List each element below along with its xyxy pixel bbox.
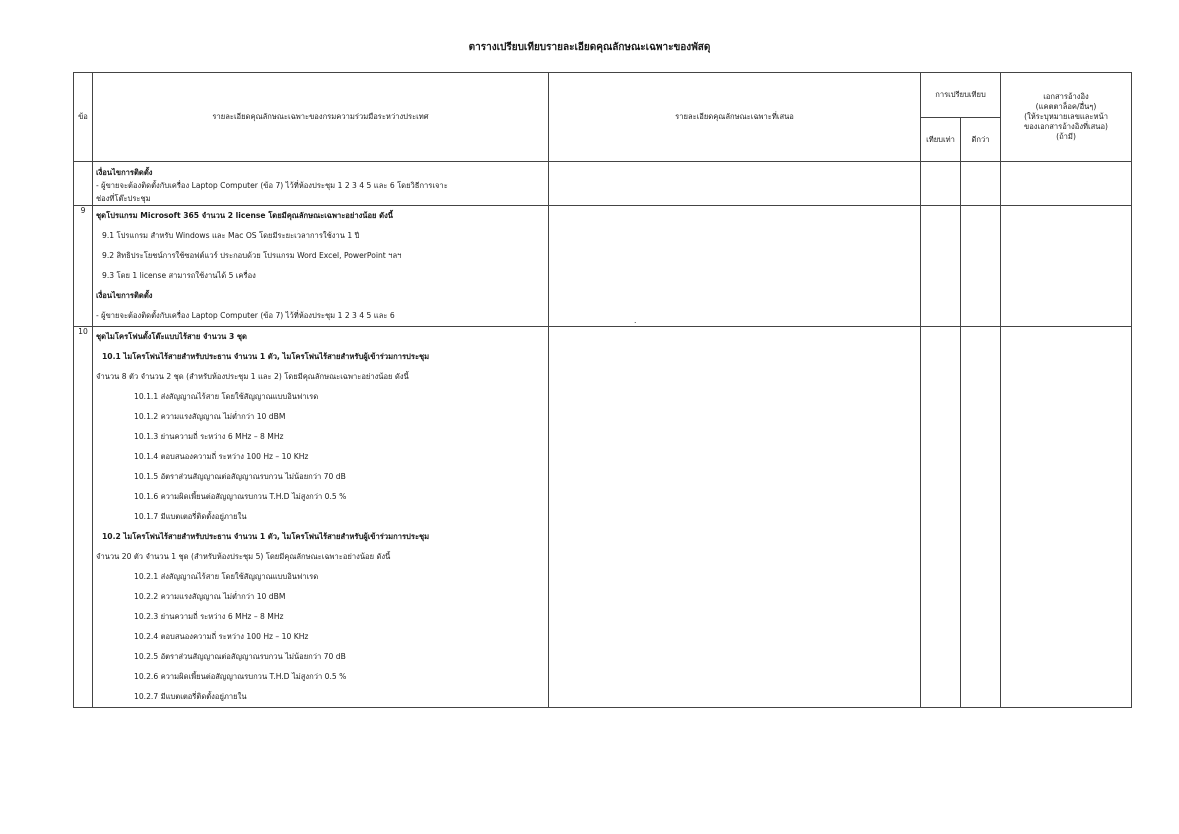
ref-doc-line: ของเอกสารอ้างอิงที่เสนอ) bbox=[1024, 122, 1108, 131]
spec-line: 9.1 โปรแกรม สำหรับ Windows และ Mac OS โดยมีระยะเวลาการใช้งาน 1 ปี bbox=[102, 231, 360, 240]
spec-cell bbox=[93, 327, 549, 708]
offer-mark: . bbox=[634, 316, 637, 325]
spec-line: เงื่อนไขการติดตั้ง bbox=[96, 291, 153, 300]
ref-doc-line: (ให้ระบุหมายเลขและหน้า bbox=[1024, 112, 1108, 121]
ref-doc-line: เอกสารอ้างอิง bbox=[1043, 92, 1089, 101]
spec-line: 10.2.5 อัตราส่วนสัญญาณต่อสัญญาณรบกวน ไม่น้อยกว่า 70 dB bbox=[134, 652, 346, 661]
spec-line: 10.2.6 ความผิดเพี้ยนต่อสัญญาณรบกวน T.H.D ไม่สูงกว่า 0.5 % bbox=[134, 672, 347, 681]
spec-line: 10.1.2 ความแรงสัญญาณ ไม่ต่ำกว่า 10 dBM bbox=[134, 412, 286, 421]
spec-line: 9.2 สิทธิประโยชน์การใช้ซอฟต์แวร์ ประกอบด้วย โปรแกรม Word Excel, PowerPoint ฯลฯ bbox=[102, 251, 402, 260]
offer-cell bbox=[549, 162, 921, 206]
equal-cell bbox=[921, 206, 961, 327]
header-better: ดีกว่า bbox=[961, 118, 1001, 162]
spec-line: 10.1 ไมโครโฟนไร้สายสำหรับประธาน จำนวน 1 ตัว, ไมโครโฟนไร้สายสำหรับผู้เข้าร่วมการประชุม bbox=[102, 352, 430, 361]
item-number bbox=[74, 162, 93, 206]
table-row bbox=[74, 162, 1132, 206]
header-spec-detail: รายละเอียดคุณลักษณะเฉพาะของกรมความร่วมมือระหว่างประเทศ bbox=[93, 73, 549, 162]
ref-doc-line: (ถ้ามี) bbox=[1056, 132, 1076, 141]
spec-line: จำนวน 8 ตัว จำนวน 2 ชุด (สำหรับห้องประชุม 1 และ 2) โดยมีคุณลักษณะเฉพาะอย่างน้อย ดังนี้ bbox=[96, 372, 409, 381]
spec-line: 10.2.3 ย่านความถี่ ระหว่าง 6 MHz – 8 MHz bbox=[134, 612, 284, 621]
item-number: 9 bbox=[74, 206, 93, 327]
comparison-table bbox=[73, 72, 1132, 708]
spec-line: ช่องที่โต๊ะประชุม bbox=[96, 194, 151, 203]
spec-line: 10.2.1 ส่งสัญญาณไร้สาย โดยใช้สัญญาณแบบอินฟาเรด bbox=[134, 572, 319, 581]
spec-line: 10.2 ไมโครโฟนไร้สายสำหรับประธาน จำนวน 1 ตัว, ไมโครโฟนไร้สายสำหรับผู้เข้าร่วมการประชุม bbox=[102, 532, 430, 541]
table-row bbox=[74, 206, 1132, 327]
spec-line: 10.1.6 ความผิดเพี้ยนต่อสัญญาณรบกวน T.H.D ไม่สูงกว่า 0.5 % bbox=[134, 492, 347, 501]
spec-line: - ผู้ขายจะต้องติดตั้งกับเครื่อง Laptop Computer (ข้อ 7) ไว้ที่ห้องประชุม 1 2 3 4 5 และ 6 bbox=[96, 311, 395, 320]
spec-line: 10.1.3 ย่านความถี่ ระหว่าง 6 MHz – 8 MHz bbox=[134, 432, 284, 441]
better-cell bbox=[961, 162, 1001, 206]
spec-line: 10.2.4 ตอบสนองความถี่ ระหว่าง 100 Hz – 10 KHz bbox=[134, 632, 309, 641]
ref-doc-line: (แคตตาล็อค/อื่นๆ) bbox=[1035, 102, 1097, 111]
spec-cell bbox=[93, 206, 549, 327]
spec-cell bbox=[93, 162, 549, 206]
equal-cell bbox=[921, 162, 961, 206]
offer-cell bbox=[549, 206, 921, 327]
spec-line: 9.3 โดย 1 license สามารถใช้งานได้ 5 เครื่อง bbox=[102, 271, 256, 280]
spec-line: 10.1.7 มีแบตเตอรี่ติดตั้งอยู่ภายใน bbox=[134, 512, 247, 521]
spec-line: เงื่อนไขการติดตั้ง bbox=[96, 168, 153, 177]
equal-cell bbox=[921, 327, 961, 708]
reference-cell bbox=[1001, 327, 1132, 708]
spec-line: 10.1.4 ตอบสนองความถี่ ระหว่าง 100 Hz – 10 KHz bbox=[134, 452, 309, 461]
better-cell bbox=[961, 206, 1001, 327]
document-title: ตารางเปรียบเทียบรายละเอียดคุณลักษณะเฉพาะของพัสดุ bbox=[468, 42, 711, 53]
item-number: 10 bbox=[74, 327, 93, 708]
reference-cell bbox=[1001, 162, 1132, 206]
spec-line: ชุดไมโครโฟนตั้งโต๊ะแบบไร้สาย จำนวน 3 ชุด bbox=[96, 332, 247, 341]
offer-cell bbox=[549, 327, 921, 708]
spec-line: 10.1.5 อัตราส่วนสัญญาณต่อสัญญาณรบกวน ไม่น้อยกว่า 70 dB bbox=[134, 472, 346, 481]
spec-line: 10.2.7 มีแบตเตอรี่ติดตั้งอยู่ภายใน bbox=[134, 692, 247, 701]
header-offer-detail: รายละเอียดคุณลักษณะเฉพาะที่เสนอ bbox=[549, 73, 921, 162]
spec-line: 10.2.2 ความแรงสัญญาณ ไม่ต่ำกว่า 10 dBM bbox=[134, 592, 286, 601]
header-item-no: ข้อ bbox=[74, 73, 93, 162]
table-row bbox=[74, 327, 1132, 708]
header-equal: เทียบเท่า bbox=[921, 118, 961, 162]
spec-line: ชุดโปรแกรม Microsoft 365 จำนวน 2 license โดยมีคุณลักษณะเฉพาะอย่างน้อย ดังนี้ bbox=[96, 211, 393, 220]
header-comparison: การเปรียบเทียบ bbox=[921, 73, 1001, 118]
reference-cell bbox=[1001, 206, 1132, 327]
spec-line: จำนวน 20 ตัว จำนวน 1 ชุด (สำหรับห้องประชุม 5) โดยมีคุณลักษณะเฉพาะอย่างน้อย ดังนี้ bbox=[96, 552, 391, 561]
header-reference-doc bbox=[1001, 73, 1132, 162]
spec-line: 10.1.1 ส่งสัญญาณไร้สาย โดยใช้สัญญาณแบบอินฟาเรด bbox=[134, 392, 319, 401]
better-cell bbox=[961, 327, 1001, 708]
spec-line: - ผู้ขายจะต้องติดตั้งกับเครื่อง Laptop Computer (ข้อ 7) ไว้ที่ห้องประชุม 1 2 3 4 5 และ 6 โดยวิธีการเจาะ bbox=[96, 181, 448, 190]
